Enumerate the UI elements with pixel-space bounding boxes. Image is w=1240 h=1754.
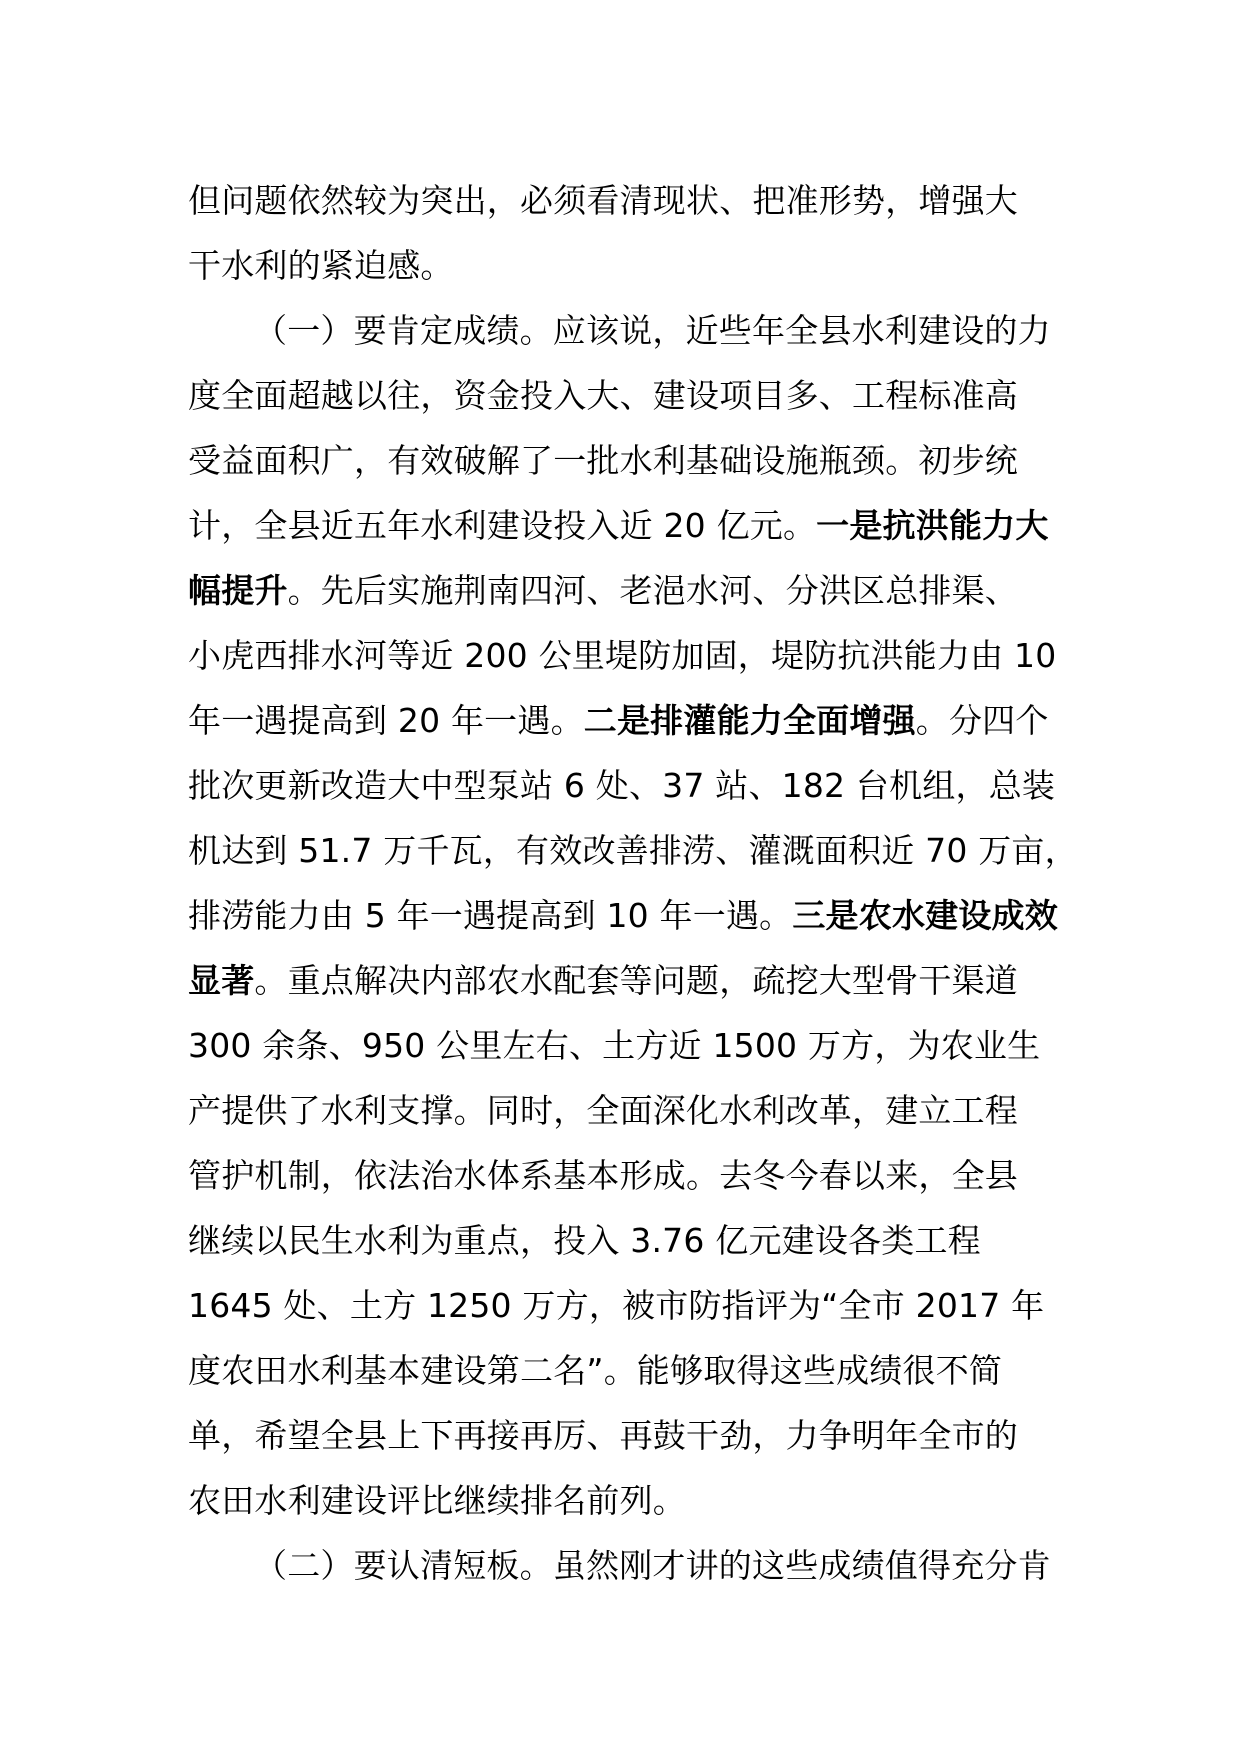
text-line [188, 558, 1068, 623]
body-text: 度农田水利基本建设第二名”。能够取得这些成绩很不简 [188, 1351, 1003, 1390]
text-line [188, 1273, 1068, 1338]
body-text: 排涝能力由 5 年一遇提高到 10 年一遇。 [188, 896, 793, 935]
body-text: 单，希望全县上下再接再厉、再鼓干劲，力争明年全市的 [188, 1416, 1018, 1455]
body-text: 300 余条、950 公里左右、土方近 1500 万方，为农业生 [188, 1026, 1041, 1065]
text-line [188, 818, 1078, 883]
body-text: 机达到 51.7 万千瓦，有效改善排涝、灌溉面积近 70 万亩， [188, 831, 1078, 870]
text-line [188, 948, 1068, 1013]
paragraph-first-line [188, 1533, 1068, 1598]
text-line [188, 688, 1068, 753]
text-line [188, 428, 1068, 493]
text-line [188, 493, 1068, 558]
body-text: 但问题依然较为突出，必须看清现状、把准形势，增强大 [188, 181, 1018, 220]
body-text: 计，全县近五年水利建设投入近 20 亿元。 [188, 506, 817, 545]
body-text: 产提供了水利支撑。同时，全面深化水利改革，建立工程 [188, 1091, 1018, 1130]
bold-heading-text: 三是农水建设成效 [792, 896, 1058, 935]
text-line [188, 1403, 1068, 1468]
text-line [188, 883, 1068, 948]
bold-heading-text: 二是排灌能力全面增强 [583, 701, 916, 740]
text-line [188, 1208, 1068, 1273]
body-text: 干水利的紧迫感。 [188, 246, 454, 285]
body-text: （一）要肯定成绩。应该说，近些年全县水利建设的力 [254, 311, 1051, 350]
text-line [188, 1013, 1068, 1078]
body-text: 批次更新改造大中型泵站 6 处、37 站、182 台机组，总装 [188, 766, 1056, 805]
body-text: 继续以民生水利为重点，投入 3.76 亿元建设各类工程 [188, 1221, 981, 1260]
document-body [188, 168, 1078, 1598]
text-line [188, 753, 1068, 818]
text-line [188, 168, 1068, 233]
body-text: 受益面积广，有效破解了一批水利基础设施瓶颈。初步统 [188, 441, 1018, 480]
body-text: 农田水利建设评比继续排名前列。 [188, 1481, 686, 1520]
text-line [188, 1143, 1068, 1208]
body-text: 度全面超越以往，资金投入大、建设项目多、工程标准高 [188, 376, 1018, 415]
text-line [188, 233, 1068, 298]
text-line [188, 623, 1068, 688]
body-text: 1645 处、土方 1250 万方，被市防指评为“全市 2017 年 [188, 1286, 1045, 1325]
text-line [188, 1338, 1068, 1403]
text-line [188, 1078, 1068, 1143]
body-text: 年一遇提高到 20 年一遇。 [188, 701, 584, 740]
body-text: 。分四个 [915, 701, 1049, 740]
text-line [188, 363, 1068, 428]
body-text: 。先后实施荆南四河、老浥水河、分洪区总排渠、 [287, 571, 1019, 610]
bold-heading-text: 幅提升 [188, 571, 288, 610]
bold-heading-text: 显著 [188, 961, 255, 1000]
body-text: 小虎西排水河等近 200 公里堤防加固，堤防抗洪能力由 10 [188, 636, 1057, 675]
paragraph-first-line [188, 298, 1068, 363]
body-text: 。重点解决内部农水配套等问题，疏挖大型骨干渠道 [254, 961, 1019, 1000]
bold-heading-text: 一是抗洪能力大 [816, 506, 1049, 545]
body-text: 管护机制，依法治水体系基本形成。去冬今春以来，全县 [188, 1156, 1018, 1195]
text-line [188, 1468, 1068, 1533]
body-text: （二）要认清短板。虽然刚才讲的这些成绩值得充分肯 [254, 1546, 1051, 1585]
